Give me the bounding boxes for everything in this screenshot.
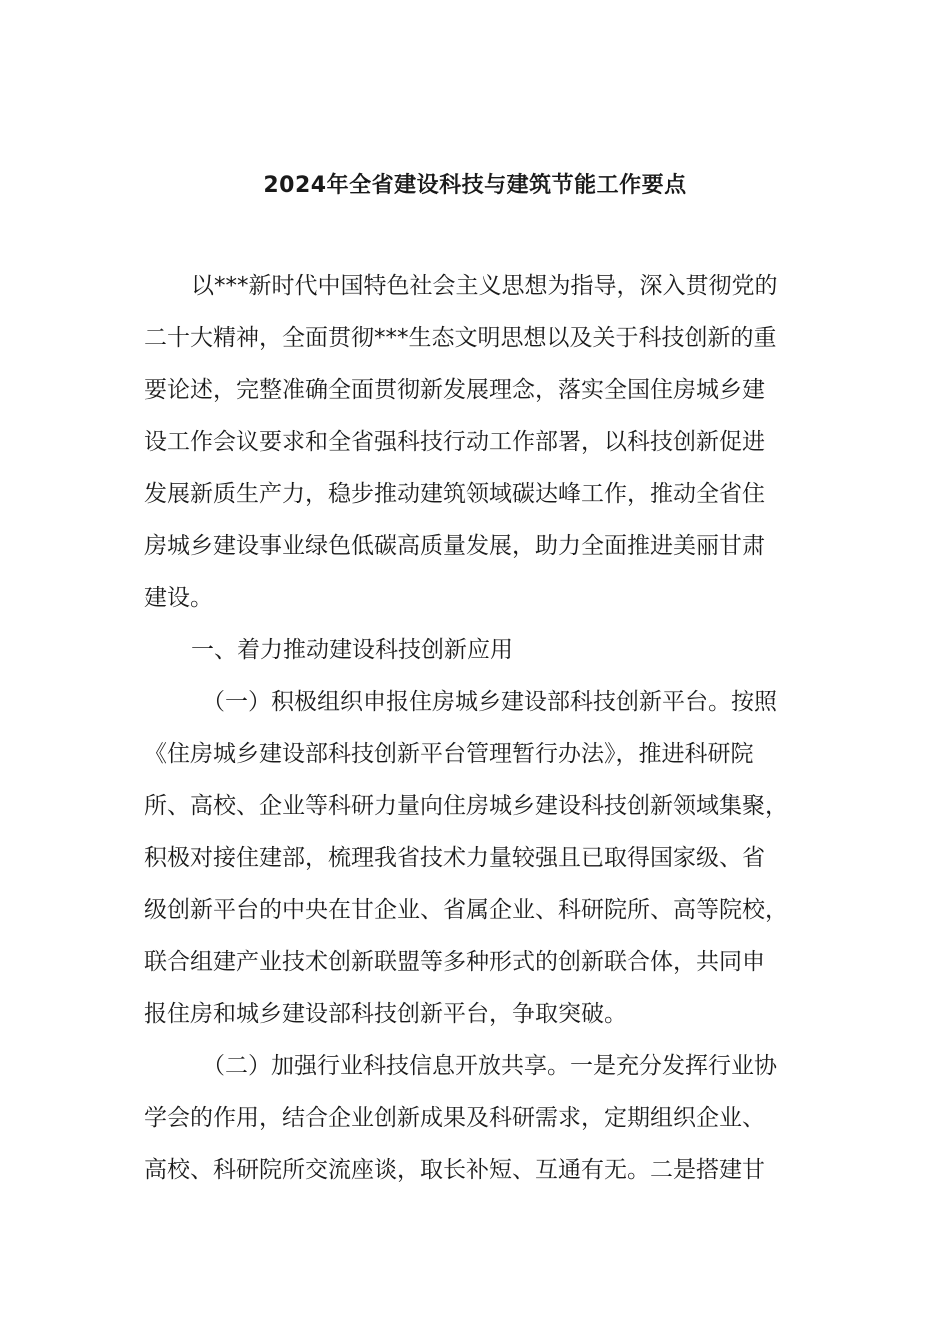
paragraph [144,260,814,624]
paragraph-line: 积极对接住建部，梳理我省技术力量较强且已取得国家级、省 [144,845,765,871]
paragraph-line: 联合组建产业技术创新联盟等多种形式的创新联合体，共同申 [144,949,765,975]
paragraph-line: 学会的作用，结合企业创新成果及科研需求，定期组织企业、 [144,1105,765,1131]
paragraph-line: 所、高校、企业等科研力量向住房城乡建设科技创新领域集聚， [144,793,788,819]
paragraph-line: 二十大精神，全面贯彻***生态文明思想以及关于科技创新的重 [144,325,777,351]
paragraph-line: 发展新质生产力，稳步推动建筑领域碳达峰工作，推动全省住 [144,481,765,507]
paragraph-line: （一）积极组织申报住房城乡建设部科技创新平台。按照 [202,689,777,715]
paragraph-line: 高校、科研院所交流座谈，取长补短、互通有无。二是搭建甘 [144,1157,765,1183]
paragraph [144,676,814,1040]
paragraph-line: 《住房城乡建设部科技创新平台管理暂行办法》，推进科研院 [144,741,754,767]
paragraph-line: 建设。 [144,585,213,611]
paragraph-line: 房城乡建设事业绿色低碳高质量发展，助力全面推进美丽甘肃 [144,533,765,559]
document-body [144,260,814,1196]
paragraph-line: 要论述，完整准确全面贯彻新发展理念，落实全国住房城乡建 [144,377,765,403]
document-title: 2024年全省建设科技与建筑节能工作要点 [263,173,687,198]
paragraph [144,624,814,676]
paragraph-line: 设工作会议要求和全省强科技行动工作部署，以科技创新促进 [144,429,765,455]
paragraph-line: 报住房和城乡建设部科技创新平台，争取突破。 [144,1001,627,1027]
paragraph-line: 以***新时代中国特色社会主义思想为指导，深入贯彻党的 [191,273,778,299]
paragraph-line: 一、着力推动建设科技创新应用 [191,637,513,663]
paragraph-line: （二）加强行业科技信息开放共享。一是充分发挥行业协 [202,1053,777,1079]
paragraph [144,1040,814,1196]
paragraph-line: 级创新平台的中央在甘企业、省属企业、科研院所、高等院校， [144,897,788,923]
